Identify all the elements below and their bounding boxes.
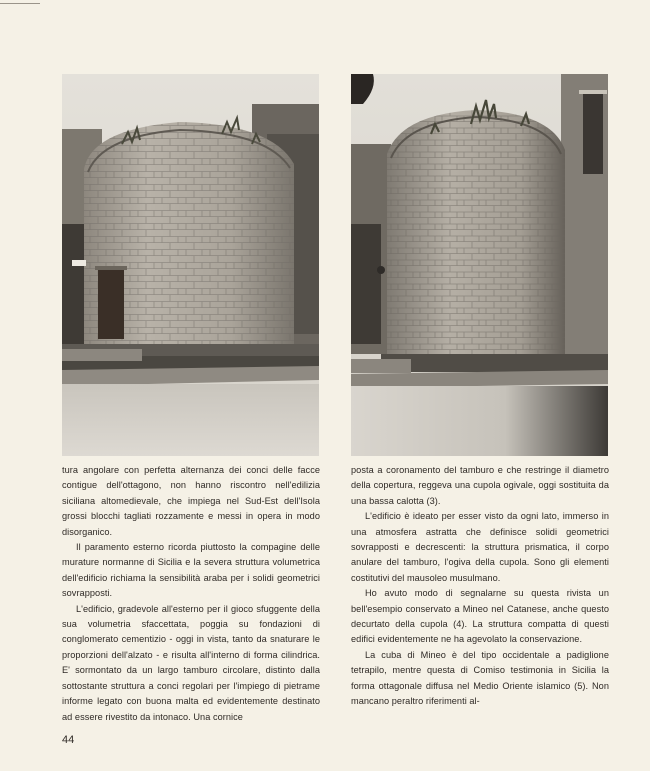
photo-left (62, 74, 319, 456)
text-column-left (62, 463, 320, 725)
paragraph: Ho avuto modo di segnalarne su questa rivista un bell'esempio conservato a Mineo nel Catanese, anche questo decurtato della cupola (4). La struttura compatta di questi edifici evidentemente ne ha agevolato la conservazione. (351, 588, 609, 645)
paragraph: tura angolare con perfetta alternanza dei conci delle facce contigue dell'ottagono, non hanno riscontro nell'edilizia siciliana altomedievale, che impiega nel Sud-Est dell'Isola grossi blocchi tagliati rozzamente e messi in opera in modo disorganico. (62, 465, 320, 537)
tower-photo-right (351, 74, 608, 456)
paragraph: posta a coronamento del tamburo e che restringe il diametro della copertura, reggeva una cupola ogivale, oggi sostituita da una bassa calotta (3). (351, 465, 609, 506)
page-number: 44 (62, 734, 75, 746)
paragraph: La cuba di Mineo è del tipo occidentale a padiglione tetrapilo, mentre questa di Comiso testimonia in Sicilia la forma ottagonale diffusa nel Medio Oriente islamico (5). Non mancano peraltro riferimenti al- (351, 649, 609, 707)
paragraph: L'edificio è ideato per esser visto da ogni lato, immerso in una atmosfera astratta che definisce solidi geometrici sovrapposti e decrescenti: la struttura prismatica, il corpo anulare del tamburo, l'ogiva della cupola. Sono gli elementi costitutivi del mausoleo musulmano. (351, 511, 609, 583)
paragraph: Il paramento esterno ricorda piuttosto la compagine delle murature normanne di Sicilia e la severa struttura volumetrica dell'edificio richiama la sensibilità araba per i solidi geometrici sovrapposti. (62, 542, 320, 599)
text-column-right (351, 463, 609, 710)
paragraph: L'edificio, gradevole all'esterno per il gioco sfuggente della sua volumetria sfaccettata, poggia su fondazioni di conglomerato cementizio - oggi in vista, tanto da snaturare le proporzioni dell'alzato - e risulta all'interno di forma cilindrica. E' sormontato da un largo tamburo circolare, distinto dalla sottostante struttura a conci regolari per l'impiego di pietrame informe legato con buona malta ed evidentemente destinato ad essere rivestito da intonaco. Una cornice (62, 603, 320, 722)
top-rule (0, 3, 40, 4)
tower-photo-left (62, 74, 319, 456)
photo-right (351, 74, 608, 456)
